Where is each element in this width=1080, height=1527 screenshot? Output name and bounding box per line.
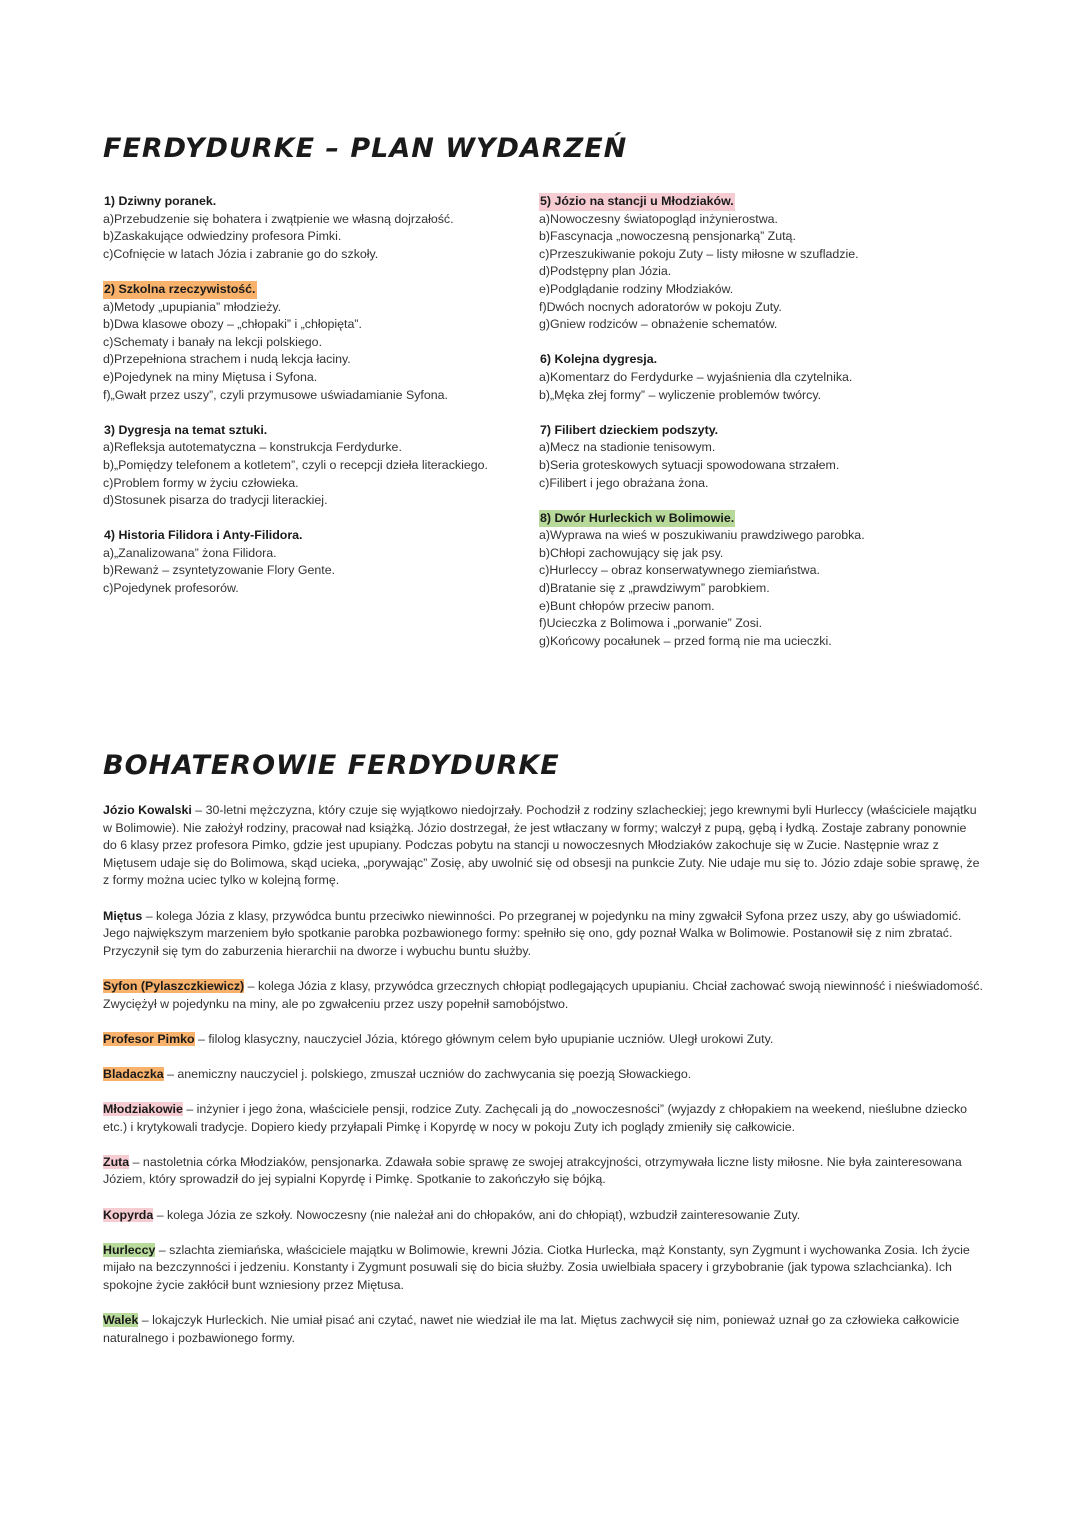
list-item: d)Stosunek pisarza do tradycji literackiej. xyxy=(103,493,328,508)
list-item: e)Podglądanie rodziny Młodziaków. xyxy=(539,281,734,296)
hero-description: – filolog klasyczny, nauczyciel Józia, którego głównym celem było upupianie uczniów. Uległ urokowi Zuty. xyxy=(194,1031,774,1046)
list-item: a)Nowoczesny światopogląd inżynierostwa. xyxy=(539,211,778,226)
hero-description: – kolega Józia z klasy, przywódca buntu przeciwko niewinności. Po przegranej w pojedynku na miny zgwałcił Syfona przez uszy, aby go uświadomić. Jego największym marzeniem było spotkanie parobka pozbawionego formy: spełniło się ono, gdy poznał Walka w Bolimowie. Postanowił się z nim zbratać. Przyczynił się tym do zaburzenia hierarchii na dworze i wybuchu buntu służby. xyxy=(103,908,962,958)
plan-section-6 xyxy=(539,351,979,404)
hero-entry-bladaczka xyxy=(103,1066,983,1084)
section-title: 3) Dygresja na temat sztuki. xyxy=(104,422,268,437)
hero-name: Hurleccy xyxy=(103,1242,156,1257)
list-item: f)Dwóch nocnych adoratorów w pokoju Zuty. xyxy=(539,299,782,314)
plan-title: FERDYDURKE – PLAN WYDARZEŃ xyxy=(103,133,628,164)
list-item: c)Problem formy w życiu człowieka. xyxy=(103,475,299,490)
hero-entry-walek xyxy=(103,1312,983,1347)
hero-description: – anemiczny nauczyciel j. polskiego, zmuszał uczniów do zachwycania się poezją Słowackiego. xyxy=(163,1066,692,1081)
plan-left-column xyxy=(103,193,528,615)
hero-name: Zuta xyxy=(103,1154,130,1169)
hero-entry-zuta xyxy=(103,1154,983,1189)
list-item: b)Fascynacja „nowoczesną pensjonarką” Zutą. xyxy=(539,229,796,244)
hero-description: – inżynier i jego żona, właściciele pensji, rodzice Zuty. Zachęcali ją do „nowoczesności” (wyjazdy z chłopakiem na weekend, nieślubne dziecko etc.) i krytykowali tradycje. Dopiero kiedy przyłapali Pimkę i Kopyrdę w nocy w pokoju Zuty ich poglądy zmieniły się całkowicie. xyxy=(103,1102,968,1134)
hero-entry-pimko xyxy=(103,1031,983,1049)
section-title: 2) Szkolna rzeczywistość. xyxy=(103,281,257,299)
hero-name: Miętus xyxy=(103,908,143,923)
plan-right-column xyxy=(539,193,979,668)
plan-section-5 xyxy=(539,193,979,334)
list-item: f)Ucieczka z Bolimowa i „porwanie” Zosi. xyxy=(539,616,763,631)
heroes-list xyxy=(103,802,983,1365)
hero-description: – nastoletnia córka Młodziaków, pensjonarka. Zdawała sobie sprawę ze swojej atrakcyjności, otrzymywała liczne listy miłosne. Nie była zainteresowana Józiem, który sprowadził do jej sypialni Kopyrdę i Pimkę. Spotkanie to zakończyło się bójką. xyxy=(103,1154,962,1187)
hero-entry-syfon xyxy=(103,978,983,1013)
list-item: b)Chłopi zachowujący się jak psy. xyxy=(539,545,724,560)
list-item: d)Przepełniona strachem i nudą lekcja łaciny. xyxy=(103,352,351,367)
hero-name: Walek xyxy=(103,1313,139,1328)
plan-section-1 xyxy=(103,193,528,263)
list-item: b)Rewanż – zsyntetyzowanie Flory Gente. xyxy=(103,563,336,578)
list-item: f)„Gwałt przez uszy”, czyli przymusowe uświadamianie Syfona. xyxy=(103,387,448,402)
list-item: c)Cofnięcie w latach Józia i zabranie go do szkoły. xyxy=(103,246,379,261)
list-item: c)Schematy i banały na lekcji polskiego. xyxy=(103,334,323,349)
list-item: e)Pojedynek na miny Miętusa i Syfona. xyxy=(103,369,318,384)
list-item: c)Hurleccy – obraz konserwatywnego ziemiaństwa. xyxy=(539,563,820,578)
list-item: c)Filibert i jego obrażana żona. xyxy=(539,475,709,490)
list-item: a)Wyprawa na wieś w poszukiwaniu prawdziwego parobka. xyxy=(539,528,865,543)
hero-entry-jozio xyxy=(103,802,983,890)
hero-name: Kopyrda xyxy=(103,1207,154,1222)
hero-name: Józio Kowalski xyxy=(103,803,192,817)
plan-section-7 xyxy=(539,422,979,492)
plan-section-2 xyxy=(103,281,528,404)
hero-description: – kolega Józia z klasy, przywódca grzecznych chłopiąt podlegających upupianiu. Chciał zachować swoją niewinność i nieświadomość. Zwyciężył w pojedynku na miny, ale po zgwałceniu przez uszy popełnił samobójstwo. xyxy=(103,978,983,1011)
list-item: a)Mecz na stadionie tenisowym. xyxy=(539,440,716,455)
plan-section-8 xyxy=(539,510,979,651)
plan-section-4 xyxy=(103,527,528,597)
section-title: 7) Filibert dzieckiem podszyty. xyxy=(540,422,719,437)
list-item: a)Metody „upupiania” młodzieży. xyxy=(103,299,282,314)
list-item: d)Bratanie się z „prawdziwym” parobkiem. xyxy=(539,581,770,596)
heroes-title: BOHATEROWIE FERDYDURKE xyxy=(103,750,560,781)
list-item: d)Podstępny plan Józia. xyxy=(539,264,672,279)
list-item: e)Bunt chłopów przeciw panom. xyxy=(539,598,715,613)
hero-description: – kolega Józia ze szkoły. Nowoczesny (nie należał ani do chłopaków, ani do chłopiąt), wzbudził zainteresowanie Zuty. xyxy=(153,1207,801,1222)
section-title: 1) Dziwny poranek. xyxy=(104,194,217,208)
hero-description: – 30-letni mężczyzna, który czuje się wyjątkowo niedojrzały. Pochodził z rodziny szlacheckiej; jego krewnymi byli Hurleccy (właściciele majątku w Bolimowie). Nie założył rodziny, pracował nad książką. Józio dostrzegał, że jest wtłaczany w formy; walczył z pupą, gębą i łydką. Zostaje zabrany ponownie do 6 klasy przez profesora Pimko, gdzie jest upupiany. Podczas pobytu na stancji u nowoczesnych Młodziaków zakochuje się w Zucie. Następnie wraz z Miętusem udaje się do Bolimowa, skąd ucieka, „porywając” Zosię, aby uwolnić się od obsesji na punkcie Zuty. Nie udaje mu się to. Józio zdaje sobie sprawę, że z formy można uciec tylko w kolejną formę. xyxy=(103,803,980,888)
hero-entry-kopyrda xyxy=(103,1207,983,1225)
hero-name: Profesor Pimko xyxy=(103,1031,195,1046)
hero-name: Bladaczka xyxy=(103,1066,164,1081)
list-item: a)„Zanalizowana” żona Filidora. xyxy=(103,545,277,560)
plan-section-3 xyxy=(103,422,528,510)
section-title: 8) Dwór Hurleckich w Bolimowie. xyxy=(539,510,735,528)
section-title: 4) Historia Filidora i Anty-Filidora. xyxy=(104,528,303,543)
hero-entry-mlodziakowie xyxy=(103,1101,983,1136)
hero-description: – lokajczyk Hurleckich. Nie umiał pisać ani czytać, nawet nie wiedział ile ma lat. Miętus zachwycił się nim, ponieważ uznał go za człowieka całkowicie naturalnego i pozbawionego formy. xyxy=(103,1313,960,1345)
list-item: b)Seria groteskowych sytuacji spowodowana strzałem. xyxy=(539,457,840,472)
hero-entry-mietus xyxy=(103,908,983,961)
list-item: c)Pojedynek profesorów. xyxy=(103,581,239,596)
hero-description: – szlachta ziemiańska, właściciele majątku w Bolimowie, krewni Józia. Ciotka Hurlecka, mąż Konstanty, syn Zygmunt i wychowanka Zosia. Ich życie mijało na bezczynności i jedzeniu. Konstanty i Zygmunt posuwali się do bicia służby. Zosia uwielbiała spacery i grzybobranie (jak typowa szlachcianka). Ich spokojne życie zakłócił bunt wzniesiony przez Miętusa. xyxy=(103,1242,970,1293)
list-item: a)Refleksja autotematyczna – konstrukcja Ferdydurke. xyxy=(103,440,402,455)
list-item: g)Końcowy pocałunek – przed formą nie ma ucieczki. xyxy=(539,633,832,648)
list-item: a)Komentarz do Ferdydurke – wyjaśnienia dla czytelnika. xyxy=(539,369,853,384)
list-item: b)Dwa klasowe obozy – „chłopaki” i „chłopięta”. xyxy=(103,317,362,332)
hero-name: Młodziakowie xyxy=(103,1102,183,1117)
list-item: g)Gniew rodziców – obnażenie schematów. xyxy=(539,317,778,332)
hero-name: Syfon (Pylaszczkiewicz) xyxy=(103,978,245,993)
list-item: b)„Pomiędzy telefonem a kotletem”, czyli o recepcji dzieła literackiego. xyxy=(103,457,488,472)
list-item: a)Przebudzenie się bohatera i zwątpienie we własną dojrzałość. xyxy=(103,211,454,226)
section-title: 5) Józio na stancji u Młodziaków. xyxy=(539,193,735,211)
list-item: b)Zaskakujące odwiedziny profesora Pimki. xyxy=(103,229,342,244)
list-item: b)„Męka złej formy” – wyliczenie problemów twórcy. xyxy=(539,387,822,402)
hero-entry-hurleccy xyxy=(103,1242,983,1295)
list-item: c)Przeszukiwanie pokoju Zuty – listy miłosne w szufladzie. xyxy=(539,246,859,261)
section-title: 6) Kolejna dygresja. xyxy=(540,352,658,367)
